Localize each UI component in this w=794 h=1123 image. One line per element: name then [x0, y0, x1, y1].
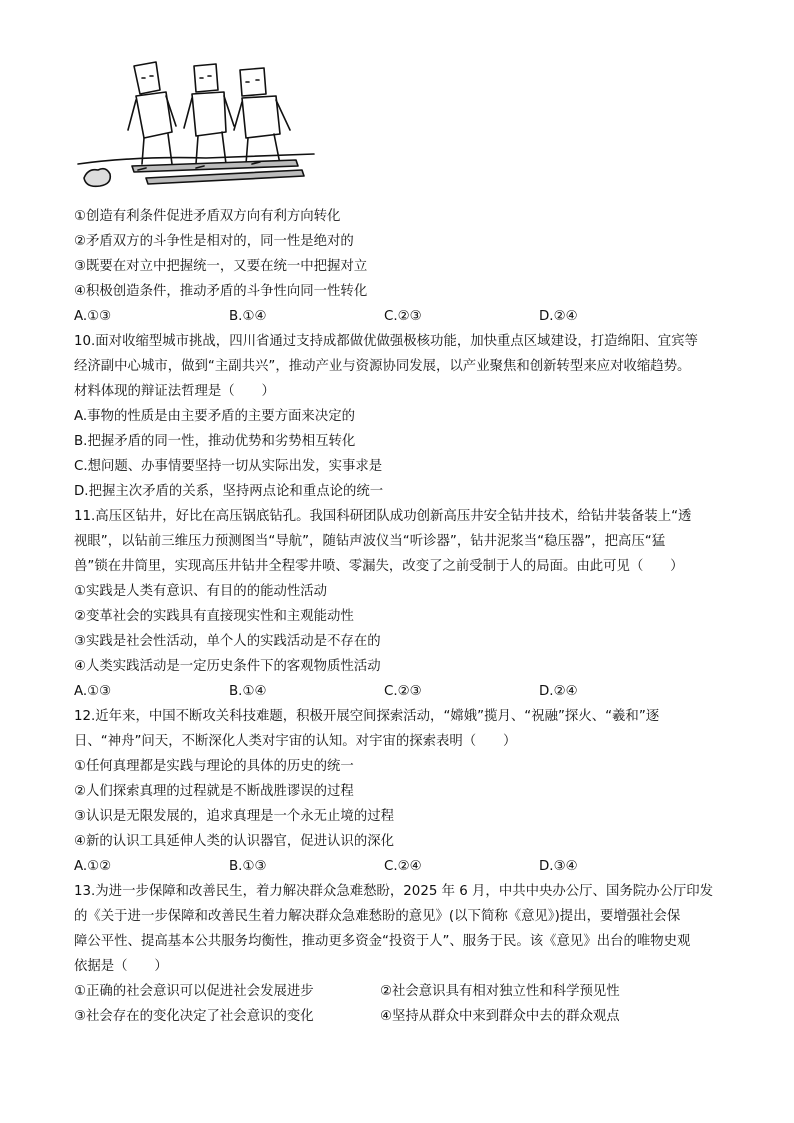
q10-stem-1: 10.面对收缩型城市挑战，四川省通过支持成都做优做强极核功能，加快重点区域建设，打造绵阳、宜宾等	[74, 334, 698, 349]
q12-item-1: ①任何真理都是实践与理论的具体的历史的统一	[74, 759, 354, 774]
q10-option-a[interactable]: A.事物的性质是由主要矛盾的主要方面来决定的	[74, 409, 355, 424]
q9-choice-b[interactable]: B.①④	[229, 309, 267, 324]
q12-choice-b[interactable]: B.①③	[229, 859, 267, 874]
q10-option-c[interactable]: C.想问题、办事情要坚持一切从实际出发，实事求是	[74, 459, 383, 474]
q11-item-1: ①实践是人类有意识、有目的的能动性活动	[74, 584, 328, 599]
q11-choice-d[interactable]: D.②④	[539, 684, 578, 699]
q9-choice-c[interactable]: C.②③	[384, 309, 422, 324]
q10-option-d[interactable]: D.把握主次矛盾的关系，坚持两点论和重点论的统一	[74, 484, 384, 499]
q9-choice-a[interactable]: A.①③	[74, 309, 112, 324]
q11-choice-b[interactable]: B.①④	[229, 684, 267, 699]
q13-item-3: ③社会存在的变化决定了社会意识的变化	[74, 1009, 314, 1024]
q13-item-4: ④坚持从群众中来到群众中去的群众观点	[380, 1009, 620, 1024]
q12-item-4: ④新的认识工具延伸人类的认识器官，促进认识的深化	[74, 834, 394, 849]
q12-item-3: ③认识是无限发展的，追求真理是一个永无止境的过程	[74, 809, 394, 824]
q12-stem-1: 12.近年来，中国不断攻关科技难题，积极开展空间探索活动，“嫦娥”揽月、“祝融”探火、“羲和”逐	[74, 709, 660, 724]
q13-stem-4: 依据是（ ）	[74, 959, 168, 974]
q13-stem-2: 的《关于进一步保障和改善民生着力解决群众急难愁盼的意见》(以下简称《意见》)提出，要增强社会保	[74, 909, 681, 924]
q12-choice-d[interactable]: D.③④	[539, 859, 578, 874]
q9-item-1: ①创造有利条件促进矛盾双方向有利方向转化	[74, 209, 341, 224]
q11-choice-a[interactable]: A.①③	[74, 684, 112, 699]
q11-stem-3: 兽”锁在井筒里，实现高压井钻井全程零井喷、零漏失，改变了之前受制于人的局面。由此可见（ ）	[74, 559, 684, 574]
q12-item-2: ②人们探索真理的过程就是不断战胜谬误的过程	[74, 784, 354, 799]
q11-item-3: ③实践是社会性活动，单个人的实践活动是不存在的	[74, 634, 381, 649]
q11-item-4: ④人类实践活动是一定历史条件下的客观物质性活动	[74, 659, 381, 674]
q10-stem-3: 材料体现的辩证法哲理是（ ）	[74, 384, 275, 399]
q11-stem-2: 视眼”，以钻前三维压力预测图当“导航”，随钻声波仪当“听诊器”，钻井泥浆当“稳压器”，把高压“猛	[74, 534, 666, 549]
q12-choice-a[interactable]: A.①②	[74, 859, 112, 874]
q13-item-2: ②社会意识具有相对独立性和科学预见性	[380, 984, 620, 999]
q10-option-b[interactable]: B.把握矛盾的同一性，推动优势和劣势相互转化	[74, 434, 356, 449]
q13-stem-3: 障公平性、提高基本公共服务均衡性，推动更多资金“投资于人”、服务于民。该《意见》出台的唯物史观	[74, 934, 691, 949]
q13-item-1: ①正确的社会意识可以促进社会发展进步	[74, 984, 314, 999]
q12-stem-2: 日、“神舟”问天，不断深化人类对宇宙的认知。对宇宙的探索表明（ ）	[74, 734, 517, 749]
q10-stem-2: 经济副中心城市，做到“主副共兴”，推动产业与资源协同发展，以产业聚焦和创新转型来应对收缩趋势。	[74, 359, 691, 374]
q11-stem-1: 11.高压区钻井，好比在高压锅底钻孔。我国科研团队成功创新高压井安全钻井技术，给钻井装备装上“透	[74, 509, 692, 524]
q9-item-2: ②矛盾双方的斗争性是相对的，同一性是绝对的	[74, 234, 354, 249]
q11-choice-c[interactable]: C.②③	[384, 684, 422, 699]
q13-stem-1: 13.为进一步保障和改善民生，着力解决群众急难愁盼，2025 年 6 月，中共中央办公厅、国务院办公厅印发	[74, 884, 714, 899]
q12-choice-c[interactable]: C.②④	[384, 859, 422, 874]
q9-choice-d[interactable]: D.②④	[539, 309, 578, 324]
q9-item-3: ③既要在对立中把握统一，又要在统一中把握对立	[74, 259, 368, 274]
q11-item-2: ②变革社会的实践具有直接现实性和主观能动性	[74, 609, 354, 624]
q9-item-4: ④积极创造条件，推动矛盾的斗争性向同一性转化	[74, 284, 368, 299]
three-men-on-shared-skis-cartoon	[76, 60, 316, 196]
